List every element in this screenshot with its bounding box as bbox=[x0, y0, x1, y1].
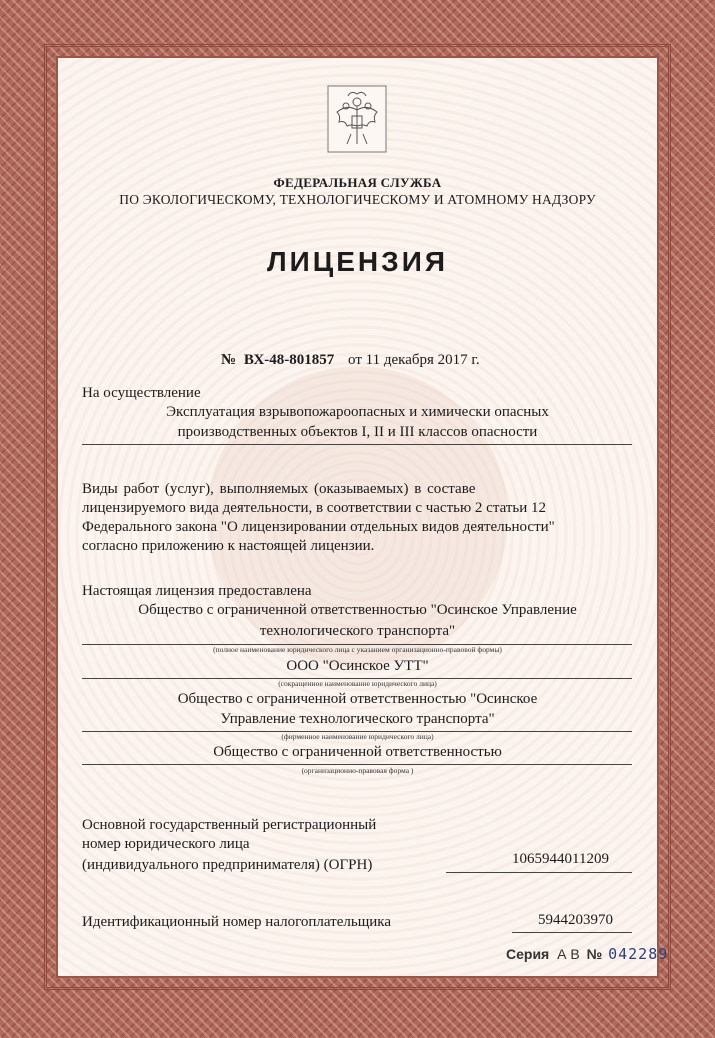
full-name-line-2: технологического транспорта" bbox=[259, 623, 456, 639]
full-name-caption: (полное наименование юридического лица с указанием организационно-правовой формы) bbox=[213, 645, 502, 654]
legal-form-caption: (организационно-правовая форма ) bbox=[301, 766, 414, 775]
legal-form: Общество с ограниченной ответственностью bbox=[213, 744, 502, 760]
emblem-icon bbox=[326, 84, 388, 154]
works-line-4: согласно приложению к настоящей лицензии. bbox=[82, 538, 375, 554]
ogrn-underline bbox=[446, 872, 632, 873]
ogrn-label-line-3: (индивидуального предпринимателя) (ОГРН) bbox=[82, 857, 373, 873]
brand-name-line-2: Управление технологического транспорта" bbox=[220, 711, 495, 727]
document-title: ЛИЦЕНЗИЯ bbox=[267, 246, 448, 277]
short-name: ООО "Осинское УТТ" bbox=[286, 658, 429, 674]
authority-line-1: ФЕДЕРАЛЬНАЯ СЛУЖБА bbox=[273, 175, 442, 190]
inn-underline bbox=[512, 932, 632, 933]
ogrn-label-line-1: Основной государственный регистрационный bbox=[82, 817, 377, 833]
license-number-row bbox=[221, 352, 480, 369]
license-number: ВХ-48-801857 bbox=[243, 352, 335, 368]
number-sign: № bbox=[221, 352, 237, 368]
license-date: от 11 декабря 2017 г. bbox=[348, 352, 480, 368]
short-name-caption: (сокращенное наименование юридического лица) bbox=[278, 679, 437, 688]
series-letters: А В bbox=[557, 946, 580, 962]
licensee-label: Настоящая лицензия предоставлена bbox=[82, 583, 312, 599]
series-number: 042289 bbox=[608, 945, 669, 963]
series-label: Серия bbox=[506, 946, 550, 962]
works-line-3: Федерального закона "О лицензировании отдельных видов деятельности" bbox=[82, 519, 555, 535]
activity-label: На осуществление bbox=[82, 385, 201, 401]
activity-line-2: производственных объектов I, II и III классов опасности bbox=[177, 424, 538, 440]
series-number-sign: № bbox=[586, 946, 603, 962]
activity-underline bbox=[82, 444, 632, 445]
inn-value: 5944203970 bbox=[538, 912, 613, 928]
brand-name-caption: (фирменное наименование юридического лица) bbox=[281, 732, 434, 741]
activity-line-1: Эксплуатация взрывопожароопасных и химически опасных bbox=[166, 404, 549, 420]
works-line-2: лицензируемого вида деятельности, в соответствии с частью 2 статьи 12 bbox=[82, 500, 547, 516]
full-name-line-1: Общество с ограниченной ответственностью "Осинское Управление bbox=[138, 602, 577, 618]
series-row bbox=[506, 945, 668, 963]
authority-line-2: ПО ЭКОЛОГИЧЕСКОМУ, ТЕХНОЛОГИЧЕСКОМУ И АТОМНОМУ НАДЗОРУ bbox=[119, 192, 596, 207]
brand-name-line-1: Общество с ограниченной ответственностью "Осинское bbox=[177, 691, 538, 707]
ogrn-label-line-2: номер юридического лица bbox=[82, 836, 250, 852]
legal-form-underline bbox=[82, 764, 632, 765]
ogrn-value: 1065944011209 bbox=[512, 851, 609, 867]
inn-label: Идентификационный номер налогоплательщика bbox=[82, 914, 392, 930]
works-line-1: Виды работ (услуг), выполняемых (оказываемых) в составе bbox=[82, 481, 476, 497]
